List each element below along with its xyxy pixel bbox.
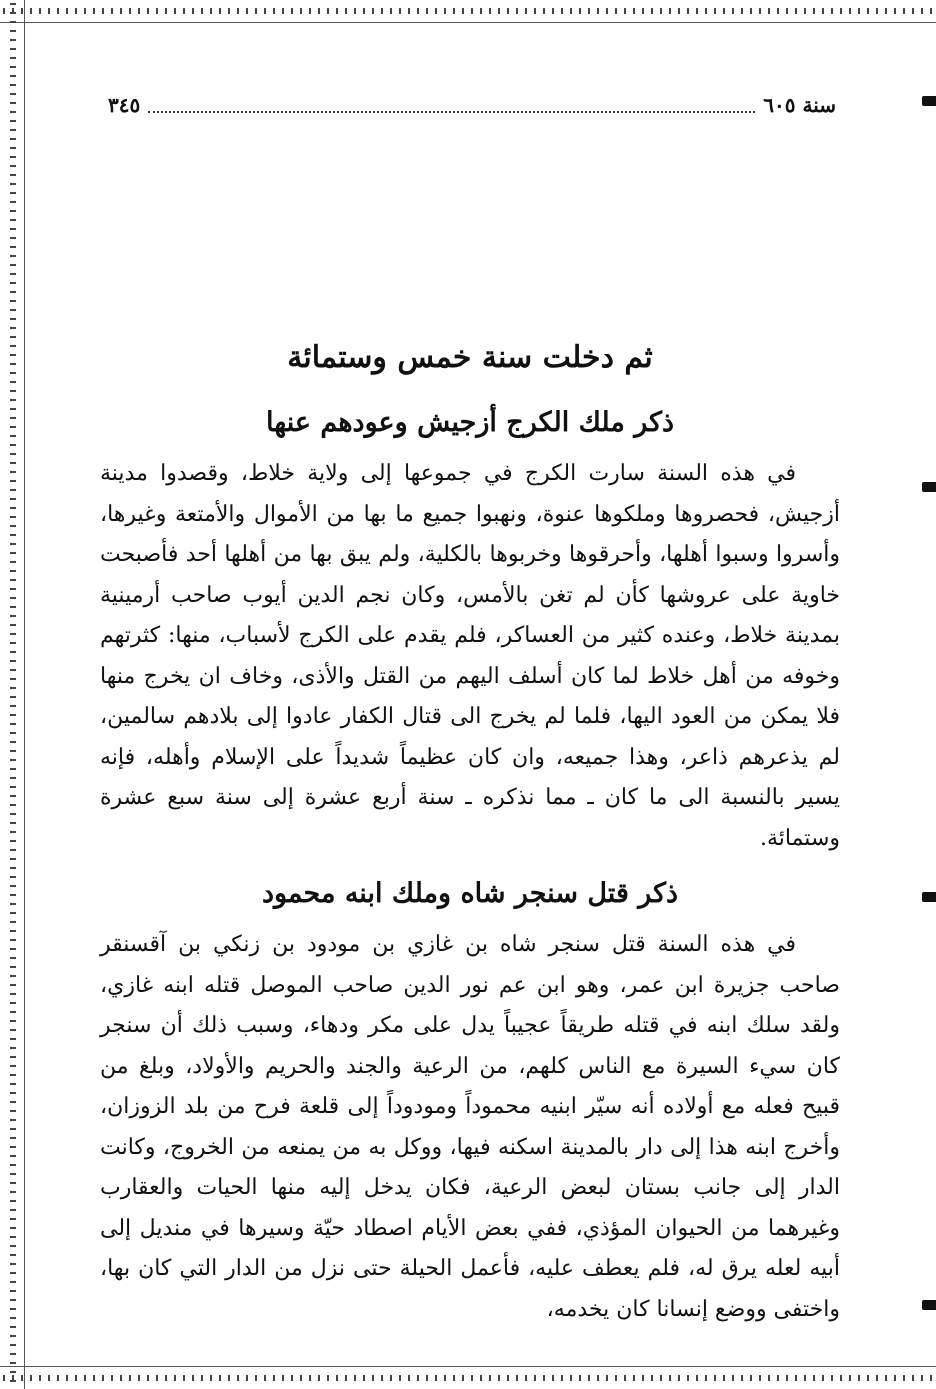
running-header — [108, 88, 836, 122]
margin-mark — [922, 96, 936, 106]
margin-mark — [922, 1300, 936, 1310]
decorative-border-top — [0, 0, 936, 23]
header-leader-dots — [148, 97, 755, 113]
section-paragraph: في هذه السنة سارت الكرج في جموعها إلى ولاية خلاط، وقصدوا مدينة أزجيش، فحصروها وملكوها عنوة، ونهبوا جميع ما بها من الأموال والأمتعة وغيرها، وأسروا وسبوا أهلها، وأحرقوها وخربوها بالكلية، ولم يبق بها من أهلها أحد فأصبحت خاوية على عروشها كأن لم تغن بالأمس، وكان نجم الدين أيوب صاحب أرمينية بمدينة خلاط، وعنده كثير من العساكر، فلم يقدم على الكرج لأسباب، منها: كثرتهم وخوفه من أهل خلاط لما كان أسلف اليهم من القتل والأذى، وخاف ان يخرج منها فلا يمكن من العود اليها، فلما لم يخرج الى قتال الكفار عادوا إلى بلادهم سالمين، لم يذعرهم ذاعر، وهذا جميعه، وان كان عظيماً شديداً على الإسلام وأهله، فإنه يسير بالنسبة الى ما كان ـ مما نذكره ـ سنة أربع عشرة إلى سنة سبع عشرة وستمائة. — [100, 461, 840, 851]
running-header-title: سنة ٦٠٥ — [763, 93, 836, 117]
year-heading: ثم دخلت سنة خمس وستمائة — [287, 340, 653, 375]
margin-mark — [922, 482, 936, 492]
page-number: ٣٤٥ — [108, 93, 141, 117]
section-paragraph: في هذه السنة قتل سنجر شاه بن غازي بن مودود بن زنكي بن آقسنقر صاحب جزيرة ابن عمر، وهو ابن عم نور الدين صاحب الموصل قتله ابنه غازي، ولقد سلك ابنه في قتله طريقاً عجيباً يدل على مكر ودهاء، وسبب ذلك أن سنجر كان سيء السيرة مع الناس كلهم، من الرعية والجند والحريم والأولاد، وبلغ من قبيح فعله مع أولاده أنه سيّر ابنيه محموداً ومودوداً إلى قلعة فرح من بلد الزوزان، وأخرج ابنه هذا إلى دار بالمدينة اسكنه فيها، ووكل به من يمنعه من الخروج، وكانت الدار إلى جانب بستان لبعض الرعية، فكان يدخل إليه منها الحيات والعقارب وغيرهما من الحيوان المؤذي، ففي بعض الأيام اصطاد حيّة وسيرها في منديل إلى أبيه لعله يرق له، فلم يعطف عليه، فأعمل الحيلة حتى نزل من الدار التي كان بها، واختفى ووضع إنسانا كان يخدمه، — [100, 932, 841, 1322]
section-heading: ذكر قتل سنجر شاه وملك ابنه محمود — [261, 878, 679, 909]
margin-mark — [922, 892, 936, 902]
decorative-border-bottom — [0, 1366, 936, 1389]
decorative-border-left — [0, 0, 25, 1389]
page-body — [100, 330, 840, 1330]
section-heading: ذكر ملك الكرج أزجيش وعودهم عنها — [266, 407, 674, 438]
